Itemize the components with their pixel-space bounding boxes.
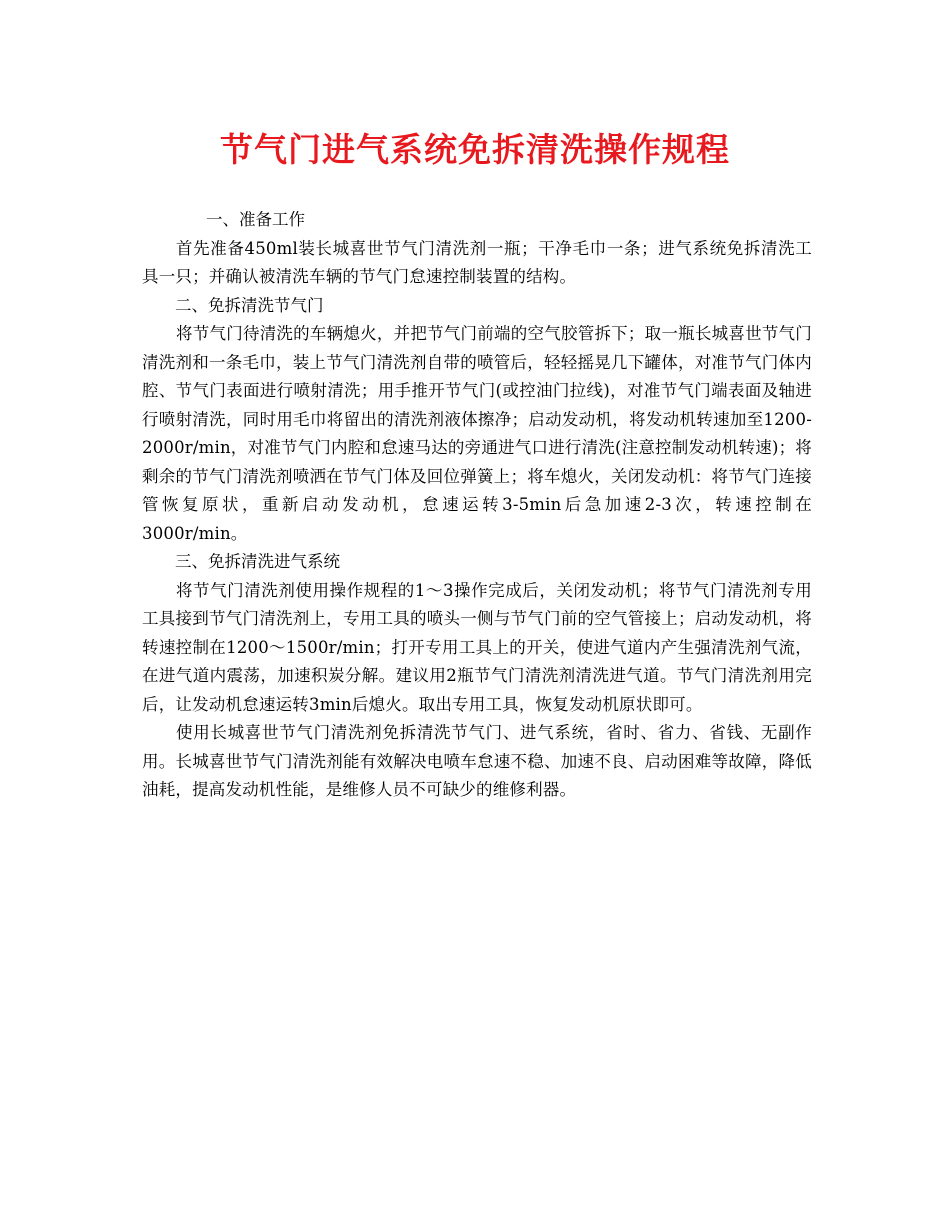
closing-paragraph: 使用长城喜世节气门清洗剂免拆清洗节气门、进气系统，省时、省力、省钱、无副作用。长城喜世节气门清洗剂能有效解决电喷车怠速不稳、加速不良、启动困难等故障，降低油耗，提高发动机性能，是维修人员不可缺少的维修利器。 [142, 723, 812, 799]
section-heading-preparation: 一、准备工作 [206, 210, 305, 229]
document-body [142, 206, 812, 805]
section-paragraph-intake-cleaning: 将节气门清洗剂使用操作规程的1～3操作完成后，关闭发动机；将节气门清洗剂专用工具接到节气门清洗剂上，专用工具的喷头一侧与节气门前的空气管接上；启动发动机，将转速控制在1200～1500r/min；打开专用工具上的开关，使进气道内产生强清洗剂气流，在进气道内震荡，加速积炭分解。建议用2瓶节气门清洗剂清洗进气道。节气门清洗剂用完后，让发动机怠速运转3min后熄火。取出专用工具，恢复发动机原状即可。 [142, 580, 812, 714]
section-heading-throttle-cleaning: 二、免拆清洗节气门 [175, 295, 324, 315]
section-heading-intake-cleaning: 三、免拆清洗进气系统 [175, 552, 340, 571]
section-paragraph-preparation: 首先准备450ml装长城喜世节气门清洗剂一瓶；干净毛巾一条；进气系统免拆清洗工具一只；并确认被清洗车辆的节气门怠速控制装置的结构。 [142, 238, 812, 286]
section-paragraph-throttle-cleaning: 将节气门待清洗的车辆熄火，并把节气门前端的空气胶管拆下；取一瓶长城喜世节气门清洗剂和一条毛巾，装上节气门清洗剂自带的喷管后，轻轻摇晃几下罐体，对准节气门体内腔、节气门表面进行喷射清洗；用手推开节气门(或控油门拉线)，对准节气门端表面及轴进行喷射清洗，同时用毛巾将留出的清洗剂液体擦净；启动发动机，将发动机转速加至1200-2000r/min，对准节气门内腔和怠速马达的旁通进气口进行清洗(注意控制发动机转速)；将剩余的节气门清洗剂喷洒在节气门体及回位弹簧上；将车熄火，关闭发动机：将节气门连接管恢复原状，重新启动发动机，怠速运转3-5min后急加速2-3次，转速控制在3000r/min。 [142, 324, 812, 543]
document-title: 节气门进气系统免拆清洗操作规程 [220, 130, 730, 169]
